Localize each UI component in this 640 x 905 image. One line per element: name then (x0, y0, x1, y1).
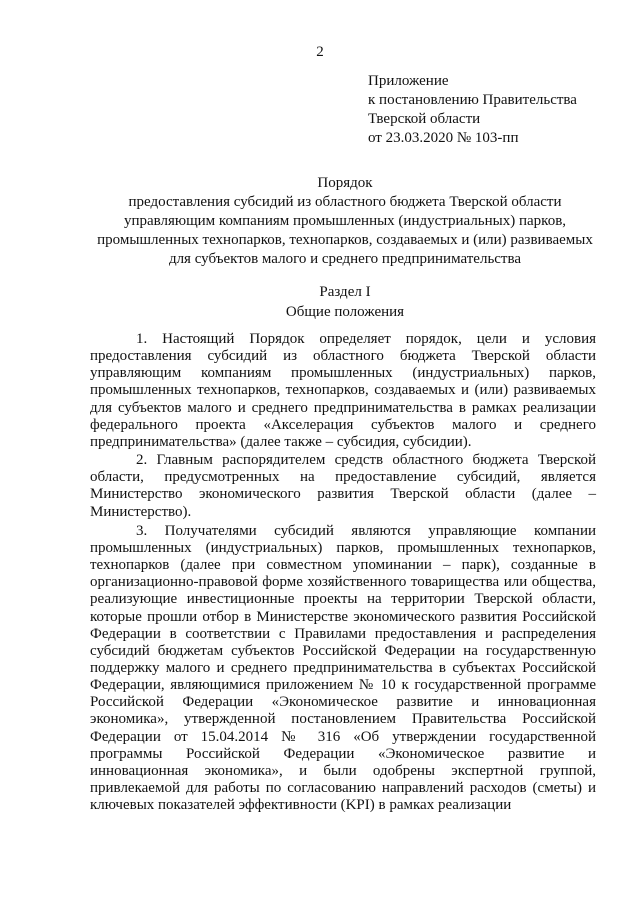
page-number: 2 (316, 44, 324, 60)
paragraph: 2. Главным распорядителем средств областного бюджета Тверской области, предусмотренных на предоставление субсидий, является Министерство экономического развития Тверской области (далее – Министерство). (90, 452, 596, 520)
title-line: управляющим компаниям промышленных (индустриальных) парков, (123, 213, 567, 229)
appendix-line: Приложение (368, 73, 449, 89)
section-heading (90, 282, 600, 322)
paragraph: 3. Получателями субсидий являются управляющие компании промышленных (индустриальных) парков, промышленных технопарков, технопарков (далее при совместном упоминании – парк), созданные в организационно-правовой форме хозяйственного товарищества или общества, реализующие инвестиционные проекты на территории Тверской области, которые прошли отбор в Министерстве экономического развития Российской Федерации в соответствии с Правилами предоставления и распределения субсидий бюджетам субъектов Российской Федерации на государственную поддержку малого и среднего предпринимательства в субъектах Российской Федерации, являющимися приложением № 10 к государственной программе Российской Федерации «Экономическое развитие и инновационная экономика», утвержденной постановлением Правительства Российской Федерации от 15.04.2014 № 316 «Об утверждении государственной программы Российской Федерации «Экономическое развитие и инновационная экономика», и были одобрены экспертной группой, привлекаемой для работы по согласованию направлений расходов (сметы) и ключевых показателей эффективности (KPI) в рамках реализации (90, 522, 596, 814)
appendix-line: к постановлению Правительства (368, 92, 577, 108)
document-title (90, 174, 600, 269)
title-line: промышленных технопарков, технопарков, создаваемых и (или) развиваемых (97, 232, 593, 248)
paragraph: 1. Настоящий Порядок определяет порядок, цели и условия предоставления субсидий из областного бюджета Тверской области управляющим компаниям промышленных (индустриальных) парков, промышленных технопарков, технопарков, создаваемых и (или) развиваемых для субъектов малого и среднего предпринимательства в рамках реализации федерального проекта «Акселерация субъектов малого и среднего предпринимательства» (далее также – субсидия, субсидии). (90, 331, 596, 450)
appendix-line: от 23.03.2020 № 103-пп (368, 130, 519, 146)
section-number: Раздел I (319, 284, 371, 300)
title-heading: Порядок (317, 175, 373, 191)
appendix-line: Тверской области (368, 111, 481, 127)
document-body (90, 331, 596, 814)
section-name: Общие положения (285, 304, 405, 320)
title-line: для субъектов малого и среднего предпринимательства (168, 251, 522, 267)
appendix-block (368, 72, 577, 148)
title-line: предоставления субсидий из областного бюджета Тверской области (128, 194, 562, 210)
